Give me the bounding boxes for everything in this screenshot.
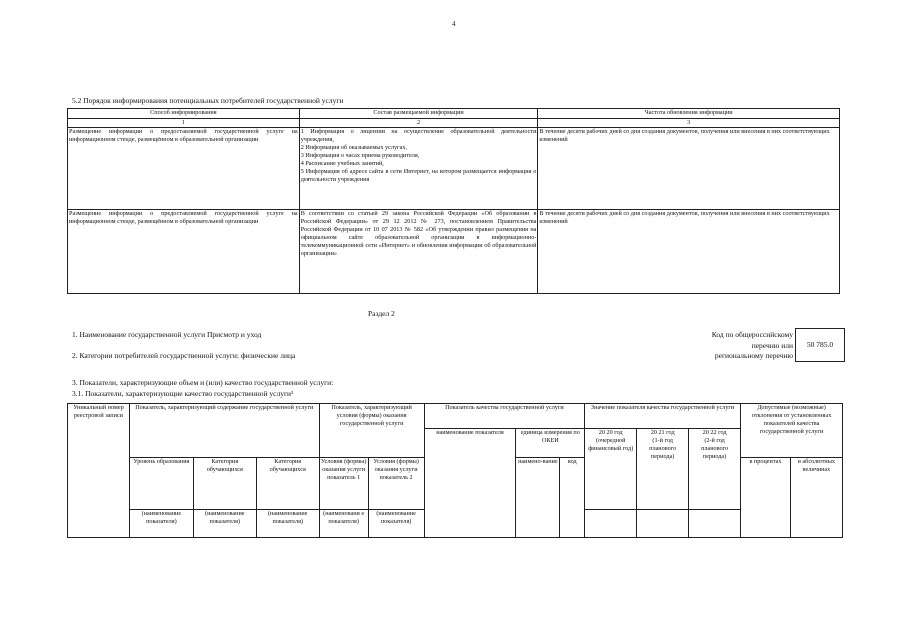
content-line: 5 Информация об адресе сайта в сети Интернет, на котором размещается информация о деятельности учреждения (300, 167, 537, 183)
quality-indicators-table (67, 403, 843, 538)
year-sub: (очередной финансовый год) (588, 436, 634, 452)
empty-cell (689, 510, 741, 538)
code-label (640, 330, 793, 362)
empty-cell (637, 510, 689, 538)
condition-col: Условия (формы) оказания услуги показатель 1 (319, 458, 368, 510)
year-column (689, 429, 741, 510)
frequency-cell: В течение десяти рабочих дней со дня создания документов, получения или внесения в них соответствующих изменений (538, 128, 840, 210)
year-column (637, 429, 689, 510)
unique-record-header: Уникальный номер реестровой записи (68, 404, 130, 538)
col-number: 3 (538, 119, 840, 128)
page-number: 4 (452, 20, 456, 28)
quality-name-header: наименование показателя (424, 429, 516, 538)
content-col: Категория обучающихся (256, 458, 319, 510)
empty-cell (585, 510, 637, 538)
content-line: 1 Информация о лицензии на осуществление образовательной деятельности учреждения, (300, 128, 537, 143)
section-5-2-heading: 5.2 Порядок информирования потенциальных потребителей государственной услуги (72, 96, 344, 105)
name-hint: (наименование показателя) (256, 510, 319, 538)
year-label: 20 21 год (650, 429, 675, 436)
name-hint: (наименование показателя) (368, 510, 424, 538)
header-content: Состав размещаемой информации (299, 109, 538, 119)
quality-indicators-heading: 3.1. Показатели, характеризующие качество государственной услуги¹ (72, 389, 294, 398)
code-label-line: перечню или (751, 340, 793, 350)
frequency-cell: В течение десяти рабочих дней со дня создания документов, получения или внесения в них соответствующих изменений (538, 210, 840, 294)
code-label-line: Код по общероссийскому (711, 330, 793, 339)
content-line: 2 Информация об оказываемых услугах, (300, 143, 407, 151)
content-line: 4 Расписание учебных занятий, (300, 159, 384, 167)
quality-values-header: Значение показателя качества государственной услуги (585, 404, 741, 429)
year-label: 20 20 год (598, 429, 623, 436)
percent-header: в процентах (741, 458, 791, 538)
name-hint: (наименование показателя) (129, 510, 193, 538)
indicators-heading: 3. Показатели, характеризующие объем и (или) качество государственной услуги: (72, 378, 334, 387)
table-row (68, 210, 840, 294)
header-method: Способ информирования (68, 109, 300, 119)
header-frequency: Частота обновления информации (538, 109, 840, 119)
method-cell: Размещение информации о предоставляемой государственной услуге на информационном стенде, размещённом в образовательной организации (68, 210, 300, 294)
registry-code-box: 50 785.0 (795, 328, 845, 362)
consumer-categories: 2. Категории потребителей государственной услуги: физические лица (72, 351, 296, 360)
col-number: 1 (68, 119, 300, 128)
condition-col: Условия (формы) оказания услуги показатель 2 (368, 458, 424, 510)
content-cell: В соответствии со статьей 29 закона Российской Федерации «Об образовании в Российской Федерации» от 29 12 2012 № 273, постановлением Правительства Российской Федерации от 10 07 2013 № 582 «Об утверждении правил размещения на официальном сайте образовательной организации в информационно-телекоммуникационной сети «Интернет» и обновления информации об образовательной организации» (299, 210, 538, 294)
name-hint: (наименование показателя) (193, 510, 256, 538)
name-hint: (наименовани е показателя) (319, 510, 368, 538)
method-cell: Размещение информации о предоставляемой государственной услуге на информационном стенде, размещённом в образовательной организации (68, 128, 300, 210)
content-cell (299, 128, 538, 210)
code-label-line: региональному перечню (714, 351, 793, 360)
service-name: 1. Наименование государственной услуги Присмотр и уход (72, 330, 262, 339)
deviation-header: Допустимые (возможные) отклонения от установленных показателей качества государственной услуги (741, 404, 843, 458)
year-label: 20 22 год (702, 429, 727, 436)
content-col: Уровень образования (129, 458, 193, 510)
informing-table (67, 108, 840, 294)
content-col: Категория обучающихся (193, 458, 256, 510)
unit-header: единица измерения по ОКЕИ (516, 429, 585, 458)
content-indicator-header: Показатель, характеризующий содержание государственной услуги (129, 404, 319, 458)
year-sub: (2-й год планового периода) (701, 436, 729, 460)
table-row (68, 128, 840, 210)
col-number: 2 (299, 119, 538, 128)
year-sub: (1-й год планового периода) (649, 436, 677, 460)
unit-code-header: код (560, 458, 585, 538)
section-title: Раздел 2 (368, 309, 395, 318)
conditions-indicator-header: Показатель, характеризующий условия (формы) оказания государственной услуги (319, 404, 424, 458)
year-column (585, 429, 637, 510)
quality-indicator-header: Показатель качества государственной услуги (424, 404, 585, 429)
unit-name-header: наимено-вание (516, 458, 560, 538)
content-line: 3 Информация о часах приема руководителя, (300, 151, 420, 159)
absolute-header: в абсолютных величинах (790, 458, 842, 538)
